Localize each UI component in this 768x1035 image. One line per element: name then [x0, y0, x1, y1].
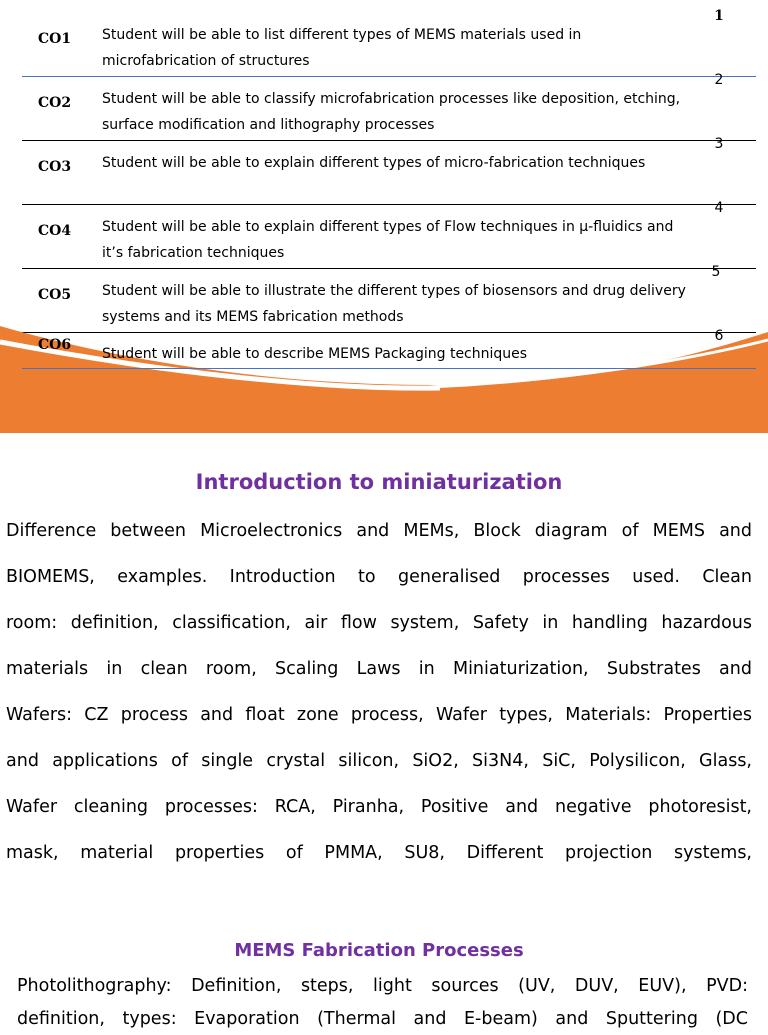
paragraph-line: room: definition, classification, air flow system, Safety in handling hazardous [6, 613, 752, 633]
section-title-introduction: Introduction to miniaturization [195, 470, 563, 494]
co-row-3 [22, 136, 756, 204]
co-code: CO4 [38, 223, 72, 239]
co-level: 2 [714, 72, 724, 88]
co-code: CO5 [38, 287, 72, 303]
co-level: 3 [714, 136, 724, 152]
co-description: Student will be able to explain different types of Flow techniques in µ-fluidics and it’s fabrication techniques [102, 219, 674, 261]
co-description: Student will be able to explain different types of micro-fabrication techniques [102, 155, 646, 171]
paragraph-line: Wafer cleaning processes: RCA, Piranha, Positive and negative photoresist, [6, 797, 752, 817]
co-code: CO1 [38, 31, 72, 47]
paragraph-line: and applications of single crystal silicon, SiO2, Si3N4, SiC, Polysilicon, Glass, [6, 751, 752, 771]
co-level: 6 [714, 328, 724, 344]
co-description: Student will be able to classify microfabrication processes like deposition, etching, surface modification and lithography processes [102, 91, 681, 133]
paragraph-line: Difference between Microelectronics and MEMs, Block diagram of MEMS and [6, 521, 752, 541]
paragraph-line: mask, material properties of PMMA, SU8, Different projection systems, [6, 843, 752, 863]
co-level: 4 [714, 200, 724, 216]
co-level: 1 [714, 8, 724, 24]
co-row-2 [22, 72, 756, 140]
paragraph-line: BIOMEMS, examples. Introduction to generalised processes used. Clean [6, 567, 752, 587]
co-description: Student will be able to list different types of MEMS materials used in microfabrication of structures [102, 27, 582, 69]
paragraph-line: Wafers: CZ process and float zone process, Wafer types, Materials: Properties [6, 705, 752, 725]
co-row-4 [22, 200, 756, 268]
paragraph-line: materials in clean room, Scaling Laws in Miniaturization, Substrates and [6, 659, 752, 679]
co-code: CO2 [38, 95, 72, 111]
co-code: CO6 [38, 337, 72, 353]
co-description: Student will be able to describe MEMS Packaging techniques [102, 346, 528, 362]
co-level: 5 [711, 264, 721, 280]
co-description: Student will be able to illustrate the different types of biosensors and drug delivery systems and its MEMS fabrication methods [102, 283, 686, 325]
co-row-1 [22, 0, 756, 76]
co-code: CO3 [38, 159, 72, 175]
co-row-6 [22, 328, 756, 369]
paragraph-line: Photolithography: Definition, steps, light sources (UV, DUV, EUV), PVD: [17, 976, 748, 996]
paragraph-line: definition, types: Evaporation (Thermal and E-beam) and Sputtering (DC [17, 1009, 748, 1029]
row-divider [22, 368, 756, 369]
section-title-mems-fabrication: MEMS Fabrication Processes [234, 940, 524, 961]
